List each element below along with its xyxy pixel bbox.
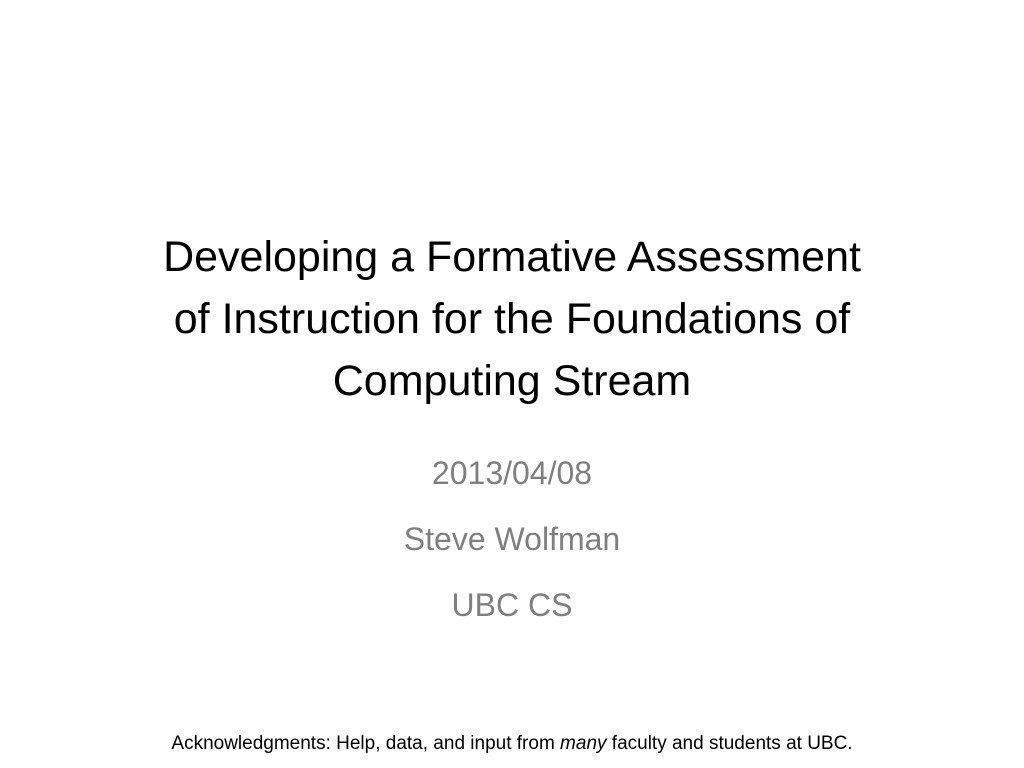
slide-title-line-3: Computing Stream bbox=[332, 357, 692, 405]
slide-subtitle bbox=[160, 440, 864, 638]
presentation-date: 2013/04/08 bbox=[431, 455, 593, 491]
slide-title-line-2: of Instruction for the Foundations of bbox=[173, 295, 851, 343]
presenter-affiliation: UBC CS bbox=[451, 587, 573, 623]
acknowledgments-note bbox=[0, 730, 1024, 758]
acknowledgments-text-before: Acknowledgments: Help, data, and input from bbox=[171, 733, 561, 754]
slide-title bbox=[60, 226, 964, 412]
slide-title-line-1: Developing a Formative Assessment bbox=[163, 233, 861, 281]
presenter-name: Steve Wolfman bbox=[403, 521, 621, 557]
acknowledgments-text-after: faculty and students at UBC. bbox=[606, 733, 853, 754]
acknowledgments-emphasis: many bbox=[560, 733, 607, 754]
